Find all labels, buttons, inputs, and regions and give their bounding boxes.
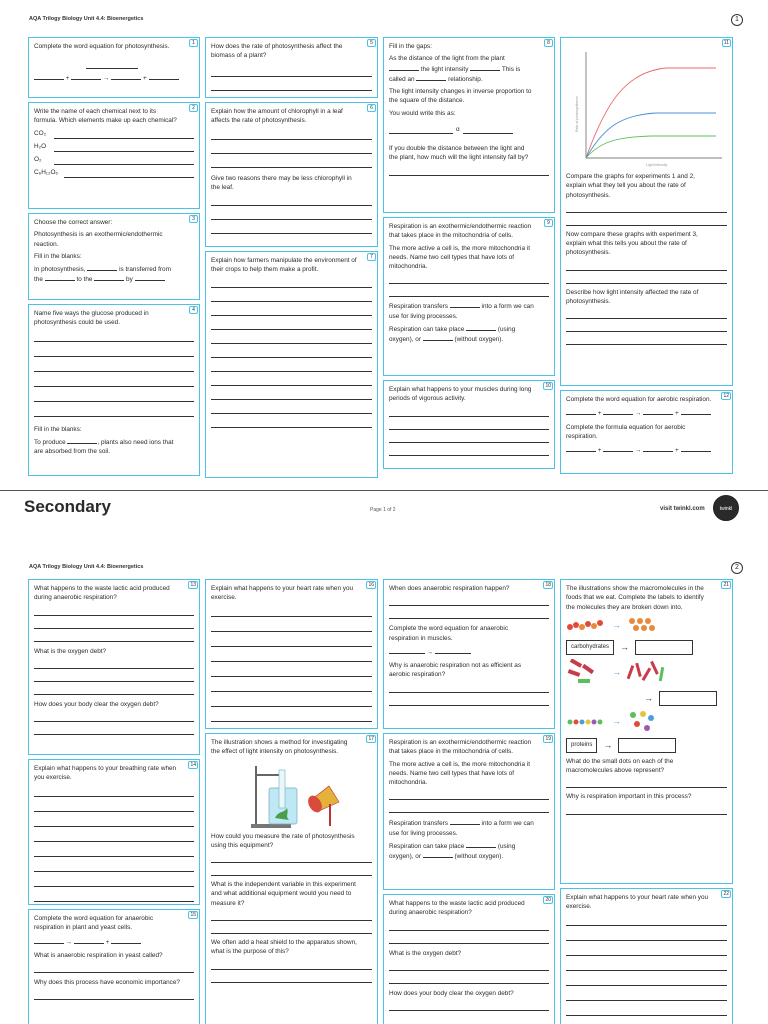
question-text: How does your body clear the oxygen debt?	[389, 989, 514, 997]
question-text: You would write this as:	[389, 109, 456, 117]
answer-line[interactable]	[211, 144, 372, 154]
question-box-21	[560, 579, 733, 884]
answer-line[interactable]	[34, 659, 194, 669]
answer-line[interactable]	[64, 168, 194, 178]
answer-line[interactable]	[389, 803, 549, 813]
word-equation: + → +	[566, 408, 727, 418]
answer-line[interactable]	[211, 210, 372, 220]
photosynthesis-apparatus-illustration	[211, 760, 371, 832]
answer-line[interactable]	[389, 274, 549, 284]
word-equation: + → +	[34, 73, 194, 83]
answer-line[interactable]	[211, 320, 372, 330]
question-number: 14	[190, 762, 196, 768]
question-box-4	[28, 304, 200, 476]
question-text: Explain what happens to your heart rate when you exercise.	[211, 585, 354, 602]
answer-line[interactable]	[211, 960, 372, 970]
answer-line[interactable]	[211, 390, 372, 400]
protein-molecule-icon	[566, 716, 606, 728]
experiment-3-curve	[586, 136, 716, 158]
question-box-12	[560, 390, 733, 474]
answer-line[interactable]	[389, 683, 549, 693]
glucose-molecules-icon	[627, 616, 657, 636]
answer-line[interactable]	[389, 1001, 549, 1011]
answer-line[interactable]	[34, 377, 194, 387]
fill-blank-sentence: Respiration can take place (using oxygen), or (without oxygen).	[389, 325, 516, 344]
starch-row	[566, 616, 727, 636]
sheet-title: AQA Trilogy Biology Unit 4.4: Bioenergetics	[29, 564, 144, 570]
answer-line[interactable]	[211, 67, 372, 77]
page-footer	[0, 490, 768, 526]
question-box-2	[28, 102, 200, 209]
question-text: Now compare these graphs with experiment 3, explain what this tells you about the rate of photosynthesis.	[566, 230, 698, 257]
question-number: 16	[368, 582, 374, 588]
fatty-acids-icon	[627, 659, 667, 687]
question-number: 4	[189, 306, 198, 314]
answer-line[interactable]	[389, 433, 549, 443]
question-number: 6	[367, 104, 376, 112]
visit-link[interactable]: visit twinkl.com	[660, 506, 705, 512]
answer-line[interactable]	[211, 418, 372, 428]
answer-line[interactable]	[211, 697, 372, 707]
answer-box[interactable]	[635, 640, 693, 655]
question-text: Write the name of each chemical next to its formula. Which elements make up each chemical?	[34, 108, 177, 125]
word-equation: →	[389, 647, 549, 657]
arrow-icon: →	[612, 620, 621, 631]
protein-row	[566, 710, 727, 734]
fill-blank-sentence: Respiration transfers into a form we can use for living processes.	[389, 820, 534, 837]
formula-row: CO₂	[34, 129, 194, 139]
answer-line[interactable]	[211, 637, 372, 647]
answer-line[interactable]	[211, 81, 372, 91]
question-text: Explain what happens to your heart rate when you exercise.	[566, 894, 709, 911]
answer-line[interactable]	[211, 158, 372, 168]
question-text: What happens to the waste lactic acid produced during anaerobic respiration?	[389, 900, 525, 917]
answer-line[interactable]	[566, 203, 727, 213]
answer-line[interactable]	[34, 347, 194, 357]
lipid-molecule-icon	[566, 659, 606, 687]
answer-line[interactable]	[566, 322, 727, 332]
question-text: Why is respiration important in this process?	[566, 793, 692, 801]
question-text: What do the small dots on each of the macromolecules above represent?	[566, 757, 674, 775]
question-text: Respiration is an exothermic/endothermic reaction that takes place in the mitochondria of cells.	[389, 223, 532, 240]
question-text: Photosynthesis is an exothermic/endothermic reaction.	[34, 231, 163, 248]
answer-line[interactable]	[566, 335, 727, 345]
page-label: Page 1 of 2	[370, 507, 396, 513]
answer-line[interactable]	[34, 725, 194, 735]
formula-equation: + → +	[566, 445, 727, 455]
question-text: How does your body clear the oxygen debt?	[34, 700, 159, 708]
question-box-17	[205, 733, 378, 1024]
answer-line[interactable]	[54, 129, 194, 139]
question-box-7	[205, 251, 378, 478]
fill-blank-sentence: In photosynthesis, is transferred from the to the by	[34, 266, 171, 284]
question-text: What happens to the waste lactic acid produced during anaerobic respiration?	[34, 585, 170, 602]
answer-line[interactable]	[566, 946, 727, 956]
answer-line[interactable]	[566, 991, 727, 1001]
answer-line[interactable]	[34, 787, 194, 797]
answer-line[interactable]	[34, 817, 194, 827]
question-text: Complete the word equation for photosynthesis.	[34, 43, 170, 50]
question-text: The illustration shows a method for investigating the effect of light intensity on photosynthesis.	[211, 739, 348, 756]
brand-logo-text: Secondary	[24, 497, 111, 516]
answer-line[interactable]	[211, 911, 372, 921]
answer-line[interactable]	[211, 924, 372, 934]
formula-row: C₆H₁₂O₆	[34, 168, 194, 178]
answer-line[interactable]	[389, 446, 549, 456]
answer-line[interactable]	[211, 973, 372, 983]
question-text: Compare the graphs for experiments 1 and 2, explain what they tell you about the rate of photosynthesis.	[566, 173, 695, 199]
question-text: Fill in the blanks:	[34, 252, 82, 260]
answer-line[interactable]	[34, 877, 194, 887]
answer-line[interactable]	[463, 124, 513, 134]
question-number: 11	[723, 40, 729, 46]
question-box-9	[383, 217, 555, 376]
answer-line[interactable]	[389, 166, 549, 176]
question-text: Complete the word equation for aerobic respiration.	[566, 396, 712, 403]
question-text: Explain what happens to your muscles during long periods of vigorous activity.	[389, 386, 532, 403]
page-number: 1	[731, 14, 743, 26]
lipid-row	[566, 659, 727, 687]
sheet-title: AQA Trilogy Biology Unit 4.4: Bioenergetics	[29, 16, 144, 22]
question-text: Respiration is an exothermic/endothermic reaction that takes place in the mitochondria of cells.	[389, 739, 532, 756]
answer-line[interactable]	[34, 362, 194, 372]
answer-line[interactable]	[566, 961, 727, 971]
answer-line[interactable]	[211, 853, 372, 863]
question-text: Choose the correct answer:	[34, 219, 113, 226]
page-number: 2	[731, 562, 743, 574]
answer-line[interactable]	[34, 990, 194, 1000]
arrow-icon: →	[612, 716, 621, 727]
question-text: How does the rate of photosynthesis affect the biomass of a plant?	[211, 43, 343, 60]
proteins-label-row	[566, 738, 727, 753]
question-text: Explain how farmers manipulate the environment of their crops to help them make a profit.	[211, 257, 357, 274]
question-number: 2	[189, 104, 198, 112]
formula-row: H₂O	[34, 142, 194, 152]
answer-box[interactable]	[618, 738, 676, 753]
question-number: 20	[545, 897, 551, 903]
answer-line[interactable]	[566, 778, 727, 788]
answer-line[interactable]	[211, 306, 372, 316]
question-box-8	[383, 37, 555, 213]
answer-line[interactable]	[34, 685, 194, 695]
question-text: Complete the word equation for anaerobic respiration in muscles.	[389, 625, 509, 642]
question-box-18	[383, 579, 555, 729]
answer-line[interactable]	[566, 976, 727, 986]
question-text: The light intensity changes in inverse proportion to the square of the distance.	[389, 88, 532, 105]
test-tube	[279, 770, 285, 808]
answer-line[interactable]	[211, 376, 372, 386]
answer-line[interactable]	[389, 934, 549, 944]
answer-line[interactable]	[389, 420, 549, 430]
answer-line[interactable]	[34, 892, 194, 902]
question-text: Fill in the blanks:	[34, 425, 82, 433]
proportion-row: α	[389, 124, 549, 134]
answer-line[interactable]	[211, 196, 372, 206]
word-equation: → +	[34, 937, 194, 947]
question-number: 7	[367, 253, 376, 261]
question-text: What is the oxygen debt?	[389, 949, 462, 957]
question-number: 21	[723, 582, 729, 588]
fill-blank-sentence: As the distance of the light from the plant the light intensity This is called an relationship.	[389, 55, 521, 83]
question-box-22	[560, 888, 733, 1024]
question-number: 10	[545, 383, 551, 389]
answer-line[interactable]	[389, 696, 549, 706]
answer-line[interactable]	[34, 407, 194, 417]
answer-line[interactable]	[566, 216, 727, 226]
answer-line[interactable]	[34, 392, 194, 402]
amino-acids-icon	[627, 710, 657, 734]
answer-line[interactable]	[389, 921, 549, 931]
answer-line[interactable]	[34, 712, 194, 722]
question-number: 13	[190, 582, 196, 588]
answer-line[interactable]	[566, 916, 727, 926]
worksheet-page-2	[0, 548, 768, 1024]
answer-line[interactable]	[566, 805, 727, 815]
question-text: We often add a heat shield to the apparatus shown, what is the purpose of this?	[211, 938, 357, 956]
question-box-3	[28, 213, 200, 300]
question-number: 15	[190, 912, 196, 918]
answer-line[interactable]	[566, 261, 727, 271]
question-number: 19	[545, 736, 551, 742]
question-number: 18	[545, 582, 551, 588]
answer-line[interactable]	[211, 712, 372, 722]
question-box-15	[28, 909, 200, 1024]
answer-line[interactable]	[389, 407, 549, 417]
proteins-label: proteins	[566, 738, 597, 753]
arrow-icon: →	[620, 641, 630, 652]
answer-line[interactable]	[34, 802, 194, 812]
answer-line[interactable]	[211, 866, 372, 876]
question-box-11	[560, 37, 733, 386]
question-text: Fill in the gaps:	[389, 43, 432, 50]
question-box-10	[383, 380, 555, 469]
question-text: Give two reasons there may be less chlorophyll in the leaf.	[211, 174, 352, 191]
answer-line[interactable]	[211, 652, 372, 662]
worksheet-page-1	[0, 0, 768, 490]
question-text: The more active a cell is, the more mitochondria it needs. Name two cell types that have lots of mitochondria.	[389, 244, 531, 271]
answer-line[interactable]	[34, 847, 194, 857]
question-text: What is the independent variable in this experiment and what additional equipment would you need to measure it?	[211, 881, 356, 907]
question-text: Complete the formula equation for aerobic respiration.	[566, 423, 686, 440]
question-number: 5	[367, 39, 376, 47]
answer-line[interactable]	[566, 309, 727, 319]
answer-line[interactable]	[211, 404, 372, 414]
answer-line[interactable]	[211, 334, 372, 344]
answer-line[interactable]	[211, 682, 372, 692]
question-text: Describe how light intensity affected the rate of photosynthesis.	[566, 288, 699, 305]
answer-line[interactable]	[54, 142, 194, 152]
lamp-stand	[329, 804, 331, 826]
answer-line[interactable]	[211, 348, 372, 358]
answer-line[interactable]	[211, 607, 372, 617]
rate-light-intensity-graph	[566, 42, 726, 168]
question-text: When does anaerobic respiration happen?	[389, 585, 510, 592]
question-text: The more active a cell is, the more mitochondria it needs. Name two cell types that have lots of mitochondria.	[389, 760, 531, 787]
question-box-19	[383, 733, 555, 890]
answer-line[interactable]	[566, 1006, 727, 1016]
question-text: Explain how the amount of chlorophyll in a leaf affects the rate of photosynthesis.	[211, 108, 343, 125]
answer-line[interactable]	[34, 672, 194, 682]
answer-line[interactable]	[54, 155, 194, 165]
question-box-20	[383, 894, 555, 1024]
formula-row: O₂	[34, 155, 194, 165]
question-text: Why is anaerobic respiration not as efficient as aerobic respiration?	[389, 662, 522, 679]
answer-line[interactable]	[211, 362, 372, 372]
answer-line[interactable]	[34, 632, 194, 642]
answer-line[interactable]	[566, 274, 727, 284]
question-text: The illustrations show the macromolecules in the foods that we eat. Complete the labels to identify the molecules they are broken down into.	[566, 585, 704, 611]
answer-line[interactable]	[389, 790, 549, 800]
question-text: What is anaerobic respiration in yeast called?	[34, 951, 163, 959]
answer-line[interactable]	[34, 606, 194, 616]
fill-blank-sentence: Respiration transfers into a form we can use for living processes.	[389, 303, 534, 320]
question-number: 8	[544, 39, 553, 47]
question-box-5	[205, 37, 378, 98]
answer-line[interactable]	[211, 292, 372, 302]
stand-base	[251, 824, 291, 828]
question-box-16	[205, 579, 378, 729]
question-box-13	[28, 579, 200, 755]
question-box-1	[28, 37, 200, 98]
answer-line[interactable]	[389, 609, 549, 619]
answer-line[interactable]	[211, 278, 372, 288]
arrow-icon: →	[644, 692, 653, 703]
answer-box[interactable]	[659, 691, 717, 706]
question-number: 1	[189, 39, 198, 47]
answer-line[interactable]	[34, 619, 194, 629]
arrow-icon: →	[612, 667, 621, 678]
fill-blank-sentence: To produce , plants also need ions that are absorbed from the soil.	[34, 438, 174, 456]
question-number: 12	[723, 393, 729, 399]
question-text: Name five ways the glucose produced in photosynthesis could be used.	[34, 310, 149, 327]
question-text: Why does this process have economic importance?	[34, 979, 180, 987]
question-number: 9	[544, 219, 553, 227]
twinkl-logo-icon: twinkl	[713, 495, 739, 521]
experiment-2-curve	[586, 113, 716, 158]
answer-line[interactable]	[211, 622, 372, 632]
question-box-6	[205, 102, 378, 247]
question-number: 17	[368, 736, 374, 742]
answer-line[interactable]	[211, 667, 372, 677]
question-text: Complete the word equation for anaerobic respiration in plant and yeast cells.	[34, 915, 154, 932]
answer-line[interactable]	[389, 287, 549, 297]
fill-blank-sentence: Respiration can take place (using oxygen), or (without oxygen).	[389, 842, 516, 861]
starch-molecule-icon	[566, 617, 606, 635]
carbohydrates-label-row	[566, 640, 727, 655]
question-text: Explain what happens to your breathing rate when you exercise.	[34, 765, 177, 782]
question-text: If you double the distance between the light and the plant, how much will the light intensity fall by?	[389, 144, 529, 162]
answer-line[interactable]	[34, 332, 194, 342]
answer-line[interactable]	[389, 974, 549, 984]
question-box-14	[28, 759, 200, 905]
answer-line[interactable]	[389, 124, 453, 134]
answer-line[interactable]	[34, 963, 194, 973]
lipid-answer-row	[566, 691, 717, 706]
question-text: What is the oxygen debt?	[34, 647, 107, 655]
answer-line[interactable]	[34, 862, 194, 872]
question-number: 3	[189, 215, 198, 223]
arrow-icon: →	[603, 739, 613, 750]
answer-line[interactable]	[211, 130, 372, 140]
x-axis-label: Light intensity	[646, 163, 668, 167]
answer-line[interactable]	[566, 931, 727, 941]
answer-line[interactable]	[211, 224, 372, 234]
answer-line[interactable]	[389, 961, 549, 971]
answer-line[interactable]	[34, 832, 194, 842]
question-number: 22	[723, 891, 729, 897]
y-axis-label: Rate of photosynthesis	[575, 96, 579, 132]
answer-line[interactable]	[389, 596, 549, 606]
answer-line[interactable]	[86, 59, 138, 69]
question-text: How could you measure the rate of photosynthesis using this equipment?	[211, 832, 355, 849]
carbohydrates-label: carbohydrates	[566, 640, 614, 655]
